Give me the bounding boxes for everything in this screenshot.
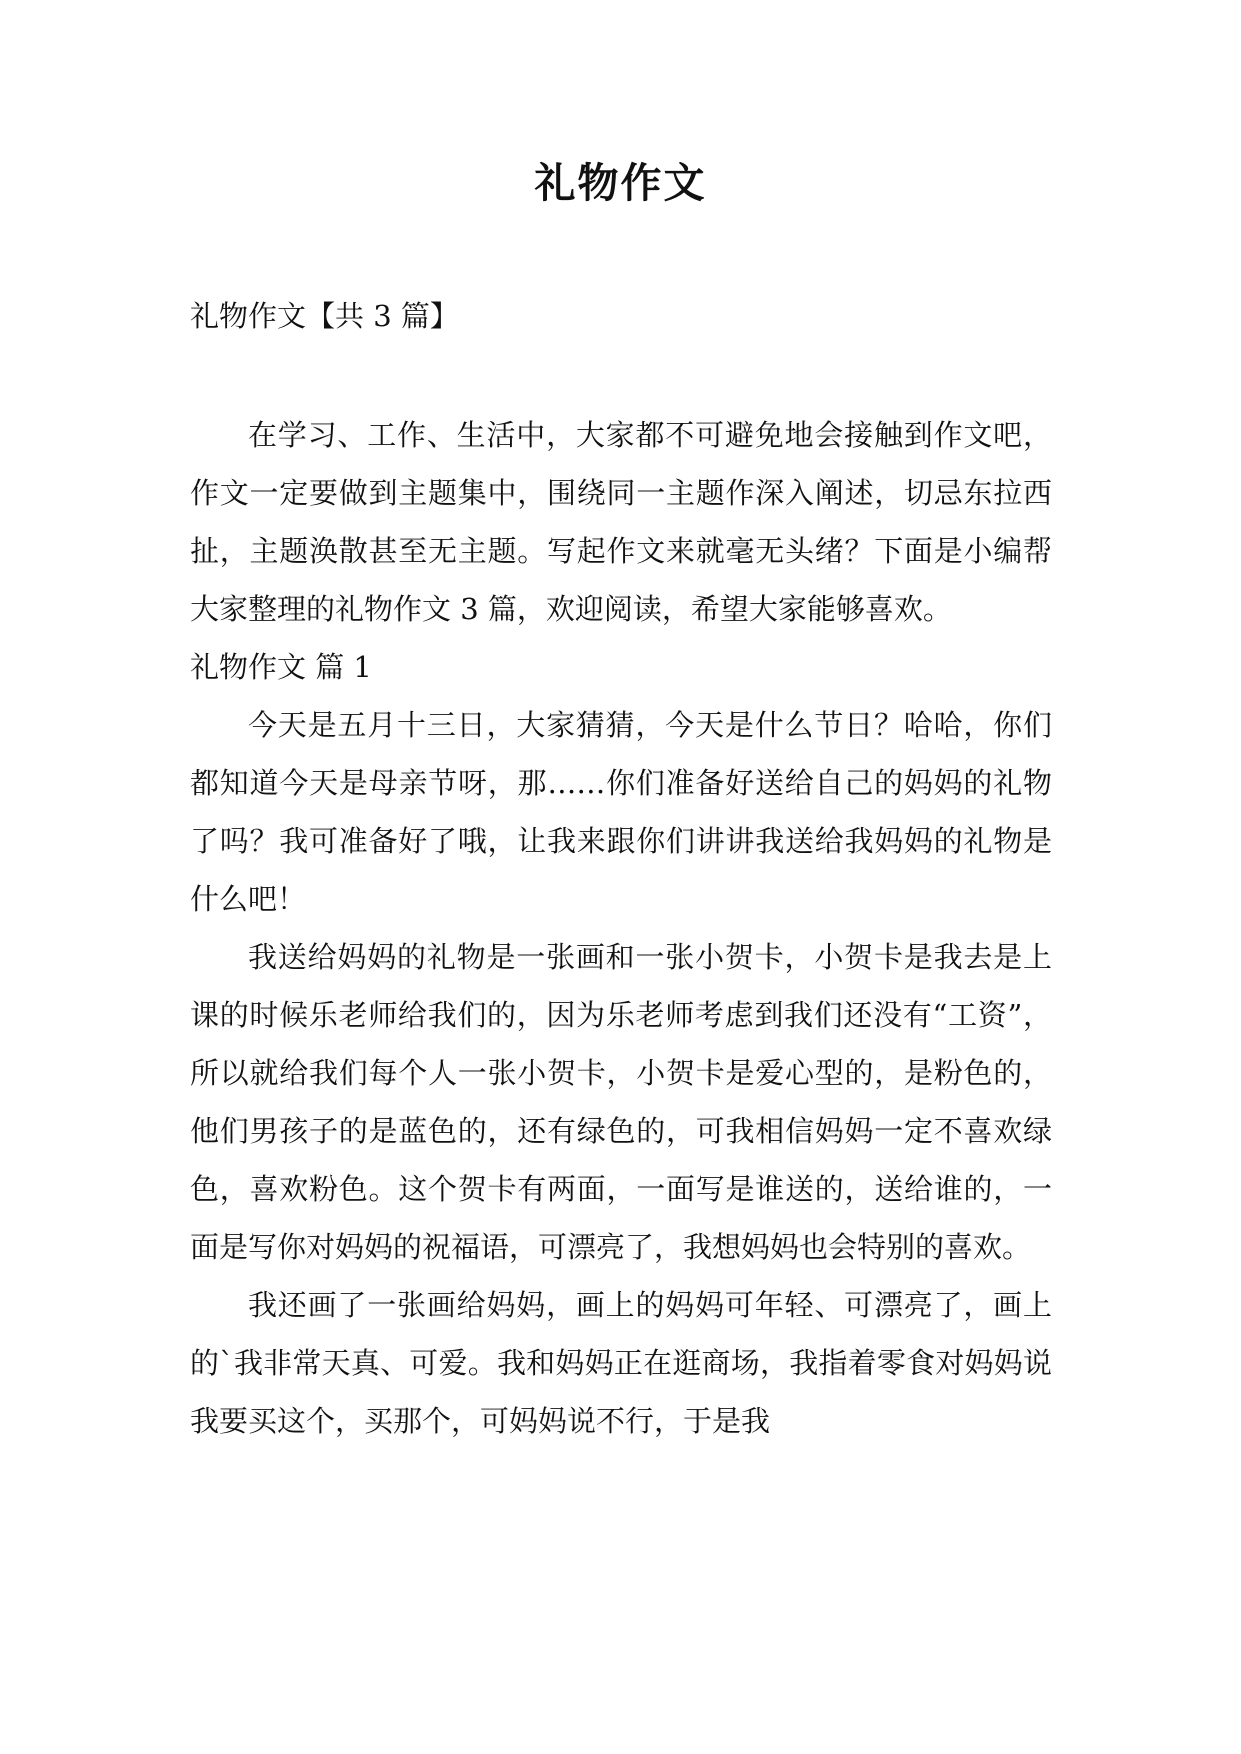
body-paragraph: 今天是五月十三日，大家猜猜，今天是什么节日？哈哈，你们都知道今天是母亲节呀，那……你们准备好送给自己的妈妈的礼物了吗？我可准备好了哦，让我来跟你们讲讲我送给我妈妈的礼物是什么吧！: [190, 708, 1052, 916]
intro-paragraph: 在学习、工作、生活中，大家都不可避免地会接触到作文吧，作文一定要做到主题集中，围绕同一主题作深入阐述，切忌东拉西扯，主题涣散甚至无主题。写起作文来就毫无头绪？下面是小编帮大家整理的礼物作文 3 篇，欢迎阅读，希望大家能够喜欢。: [190, 418, 1052, 626]
document-subtitle: 礼物作文【共 3 篇】: [190, 299, 459, 333]
section-heading: 礼物作文 篇 1: [190, 650, 372, 684]
document-title: 礼物作文: [534, 159, 707, 207]
document-body: [190, 406, 1052, 1450]
body-paragraph: 我送给妈妈的礼物是一张画和一张小贺卡，小贺卡是我去是上课的时候乐老师给我们的，因为乐老师考虑到我们还没有“工资”，所以就给我们每个人一张小贺卡，小贺卡是爱心型的，是粉色的，他们男孩子的是蓝色的，还有绿色的，可我相信妈妈一定不喜欢绿色，喜欢粉色。这个贺卡有两面，一面写是谁送的，送给谁的，一面是写你对妈妈的祝福语，可漂亮了，我想妈妈也会特别的喜欢。: [190, 940, 1052, 1264]
body-paragraph: 我还画了一张画给妈妈，画上的妈妈可年轻、可漂亮了，画上的`我非常天真、可爱。我和妈妈正在逛商场，我指着零食对妈妈说我要买这个，买那个，可妈妈说不行，于是我: [190, 1288, 1052, 1438]
